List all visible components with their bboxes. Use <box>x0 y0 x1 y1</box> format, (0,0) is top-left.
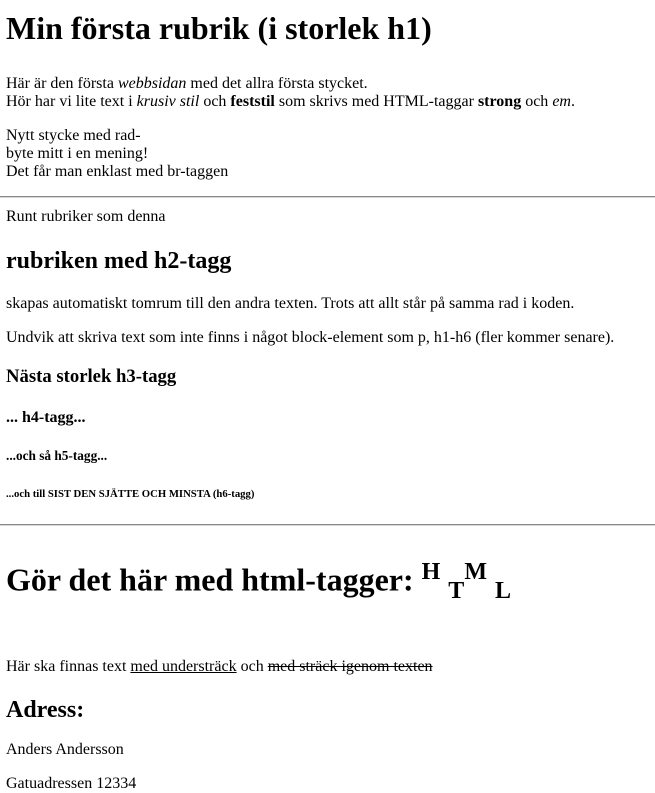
underlined-text: med understräck <box>130 658 237 676</box>
html-letter-h: H <box>421 559 441 585</box>
intro-text: Här är den första <box>6 75 118 92</box>
address-name: Anders Andersson <box>6 741 124 759</box>
undvik-paragraph: Undvik att skriva text som inte finns i något block-element som p, h1-h6 (fler kommer senare). <box>6 329 615 346</box>
section-heading-h6: ...och till SIST DEN SJÄTTE OCH MINSTA (h6-tagg) <box>6 488 255 500</box>
underline-paragraph <box>6 658 649 676</box>
intro-text: . <box>570 93 575 110</box>
break-line: Nytt stycke med rad- <box>6 127 141 144</box>
html-letter-t: T <box>448 578 465 605</box>
intro-text: med det allra första stycket. <box>186 75 368 92</box>
intro-strong: feststil <box>230 93 275 110</box>
underline-text: och <box>236 658 268 676</box>
section-heading-h3: Nästa storlek h3-tagg <box>6 366 177 387</box>
intro-text: och <box>199 93 231 110</box>
intro-text: och <box>521 93 553 110</box>
section-heading-h2: rubriken med h2-tagg <box>6 248 232 274</box>
html-letter-l: L <box>494 578 511 605</box>
intro-text: Hör har vi lite text i <box>6 93 137 110</box>
html-heading-text: Gör det här med html-tagger: <box>6 561 422 598</box>
intro-paragraph <box>6 75 649 111</box>
divider <box>0 524 655 526</box>
html-heading <box>6 554 649 609</box>
intro-emphasis: em <box>552 93 571 110</box>
intro-text: som skrivs med HTML-taggar <box>274 93 478 110</box>
address-street: Gatuadressen 12334 <box>6 775 137 793</box>
break-paragraph <box>6 127 649 181</box>
section-heading-h4: ... h4-tagg... <box>6 409 86 426</box>
intro-emphasis: webbsidan <box>117 75 187 92</box>
intro-emphasis: krusiv stil <box>136 93 200 110</box>
break-line: byte mitt i en mening! <box>6 145 149 162</box>
break-line: Det får man enklast med br-taggen <box>6 163 229 180</box>
runt-paragraph: Runt rubriker som denna <box>6 208 166 225</box>
intro-strong: strong <box>477 93 522 110</box>
skapas-paragraph: skapas automatiskt tomrum till den andra texten. Trots att allt står på samma rad i koden. <box>6 295 575 312</box>
strikethrough-text: med sträck igenom texten <box>267 658 433 676</box>
divider <box>0 196 655 198</box>
html-letter-m: M <box>464 559 487 585</box>
address-heading: Adress: <box>6 697 85 724</box>
underline-text: Här ska finnas text <box>6 658 131 676</box>
section-heading-h5: ...och så h5-tagg... <box>6 448 108 463</box>
page-title: Min första rubrik (i storlek h1) <box>6 10 432 46</box>
